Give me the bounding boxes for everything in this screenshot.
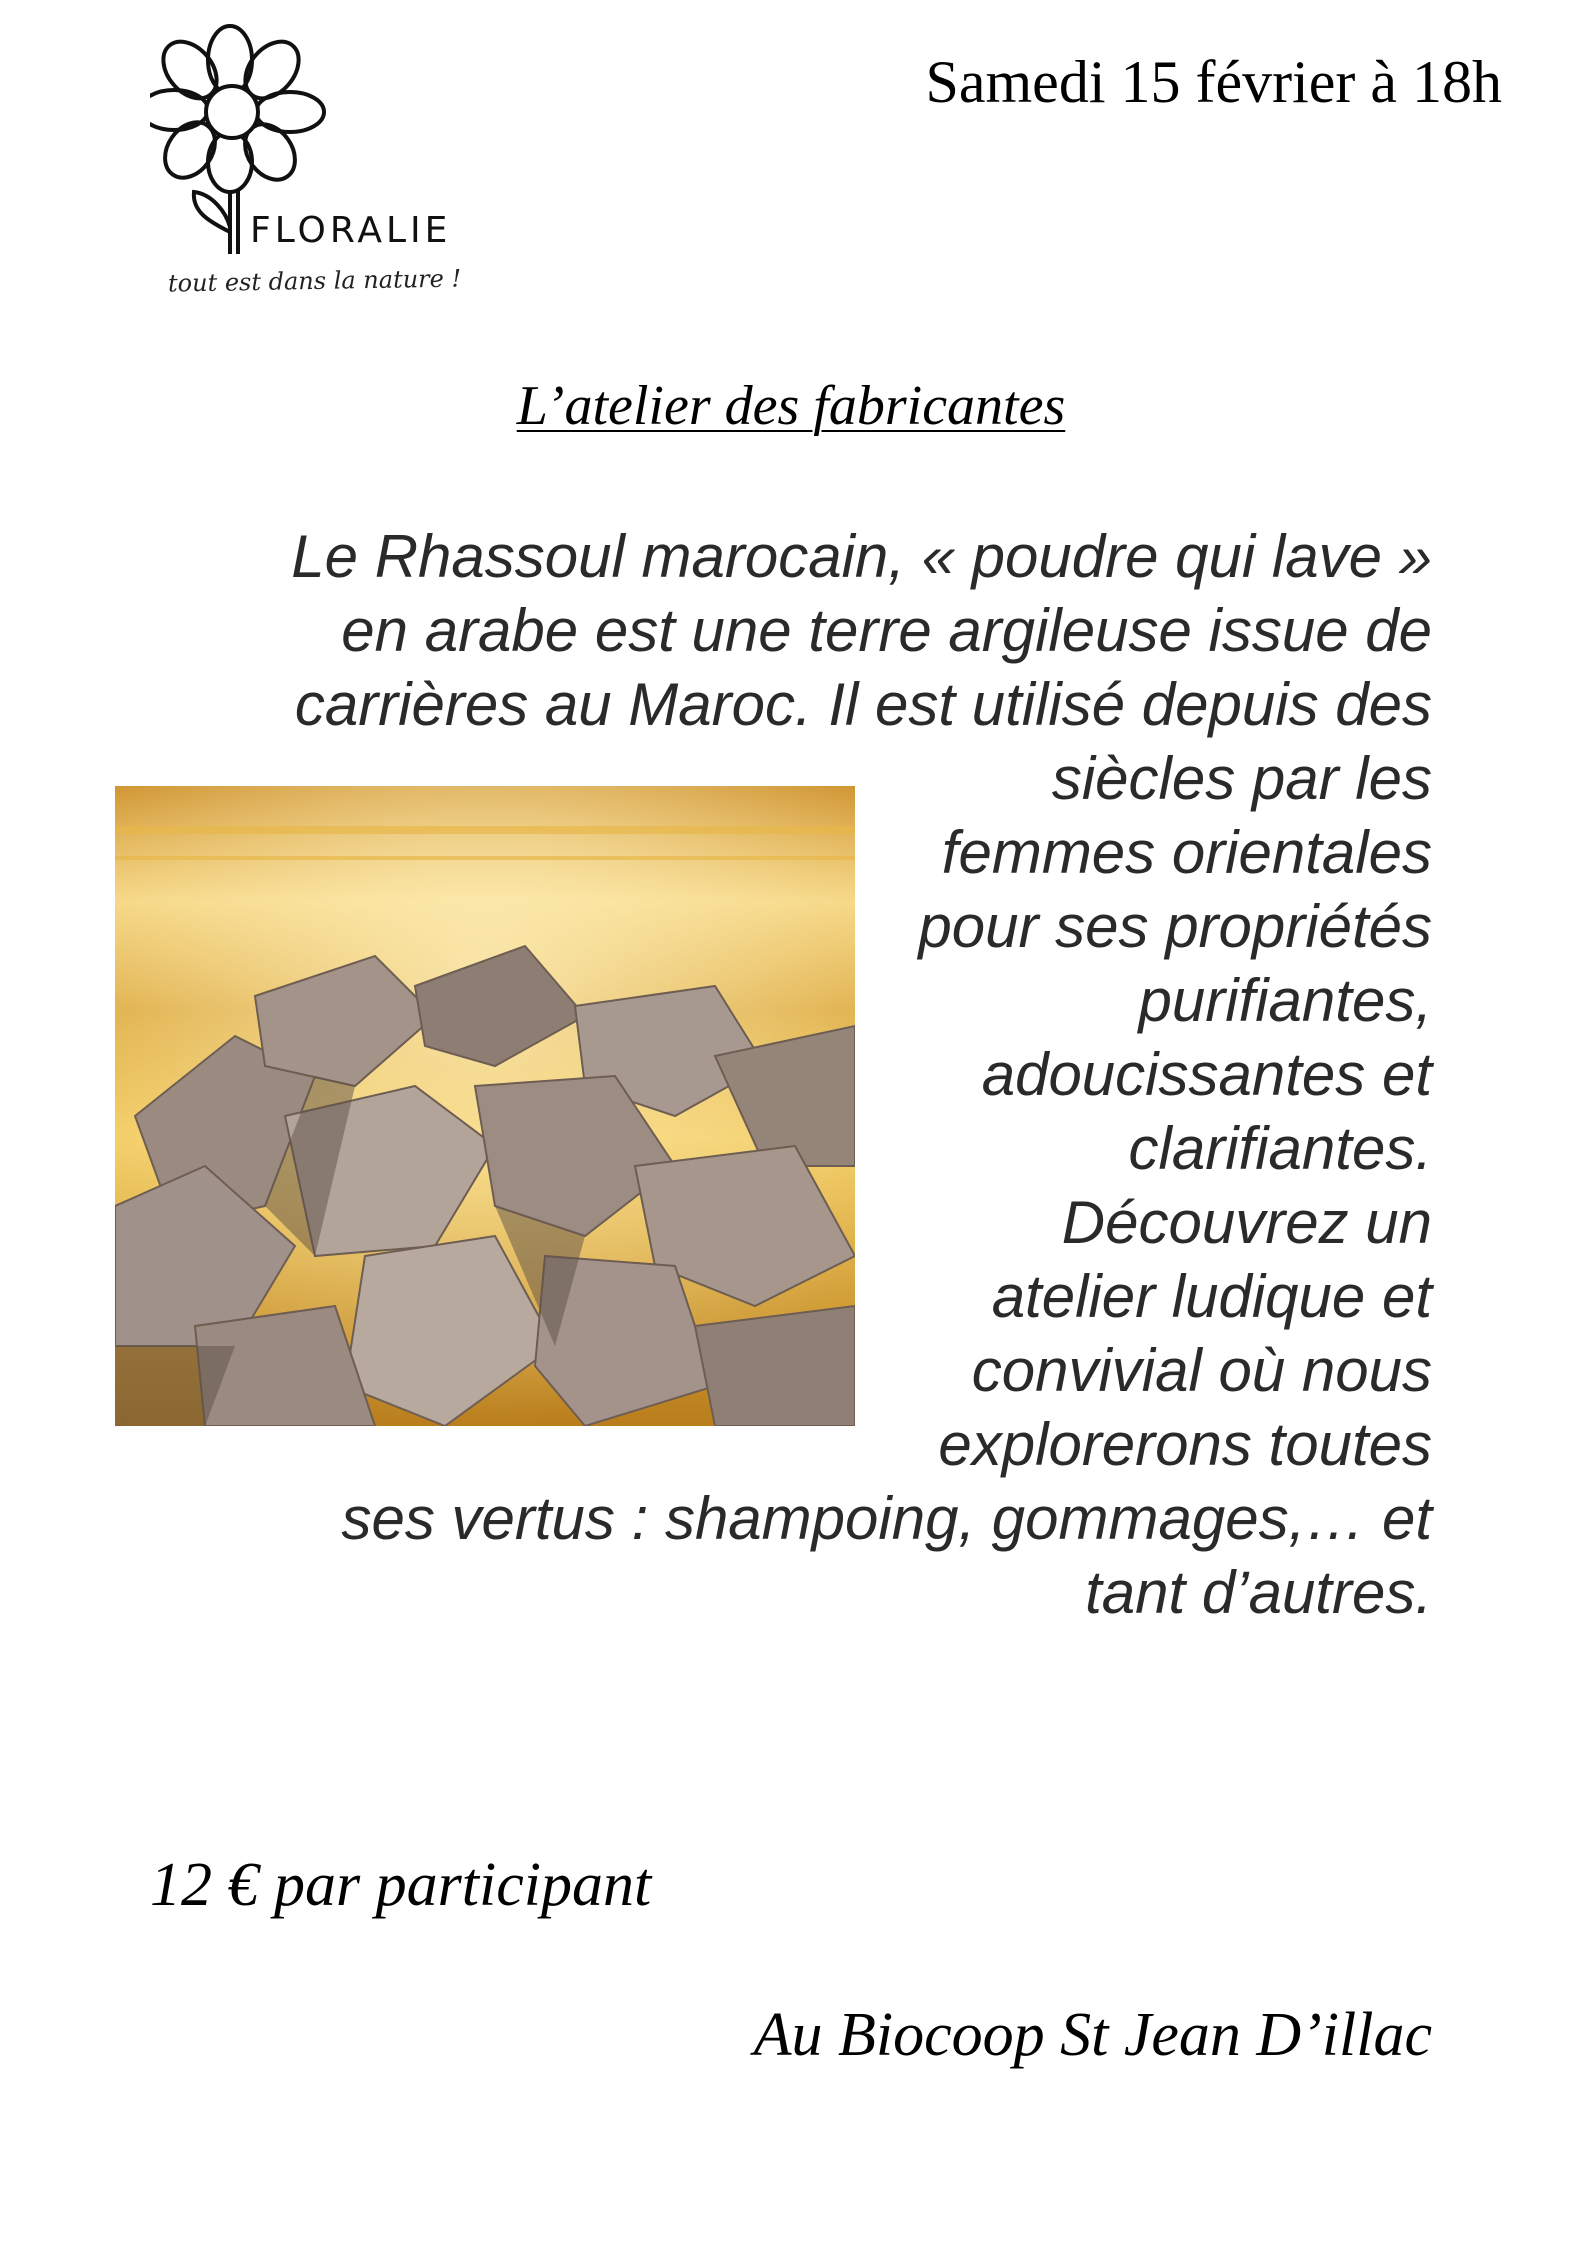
location: Au Biocoop St Jean D’illac xyxy=(753,2001,1432,2069)
brand-name: FLORALIE xyxy=(250,210,452,251)
description-line: purifiantes, xyxy=(1138,967,1432,1034)
description-line: adoucissantes et xyxy=(981,1041,1432,1108)
event-date: Samedi 15 février à 18h xyxy=(925,49,1502,115)
description-line: en arabe est une terre argileuse issue de xyxy=(341,597,1432,664)
description-line: tant d’autres. xyxy=(1085,1559,1432,1626)
price: 12 € par participant xyxy=(150,1851,652,1919)
event-title: L’atelier des fabricantes xyxy=(516,375,1066,437)
brand-tagline: tout est dans la nature ! xyxy=(167,264,462,298)
description-line: ses vertus : shampoing, gommages,… et xyxy=(341,1485,1432,1552)
description-line: Le Rhassoul marocain, « poudre qui lave » xyxy=(291,523,1432,590)
description-line: Découvrez un xyxy=(1061,1189,1432,1256)
description-line: explorerons toutes xyxy=(938,1411,1432,1478)
description-line: carrières au Maroc. Il est utilisé depuis des xyxy=(294,671,1432,738)
description-line: pour ses propriétés xyxy=(918,893,1432,960)
description-line: siècles par les xyxy=(1051,745,1432,812)
description-line: atelier ludique et xyxy=(991,1263,1432,1330)
floralie-logo xyxy=(150,22,462,312)
description-line: femmes orientales xyxy=(941,819,1432,886)
description-line: clarifiantes. xyxy=(1128,1115,1432,1182)
description-line: convivial où nous xyxy=(971,1337,1432,1404)
event-description xyxy=(110,520,1432,1630)
